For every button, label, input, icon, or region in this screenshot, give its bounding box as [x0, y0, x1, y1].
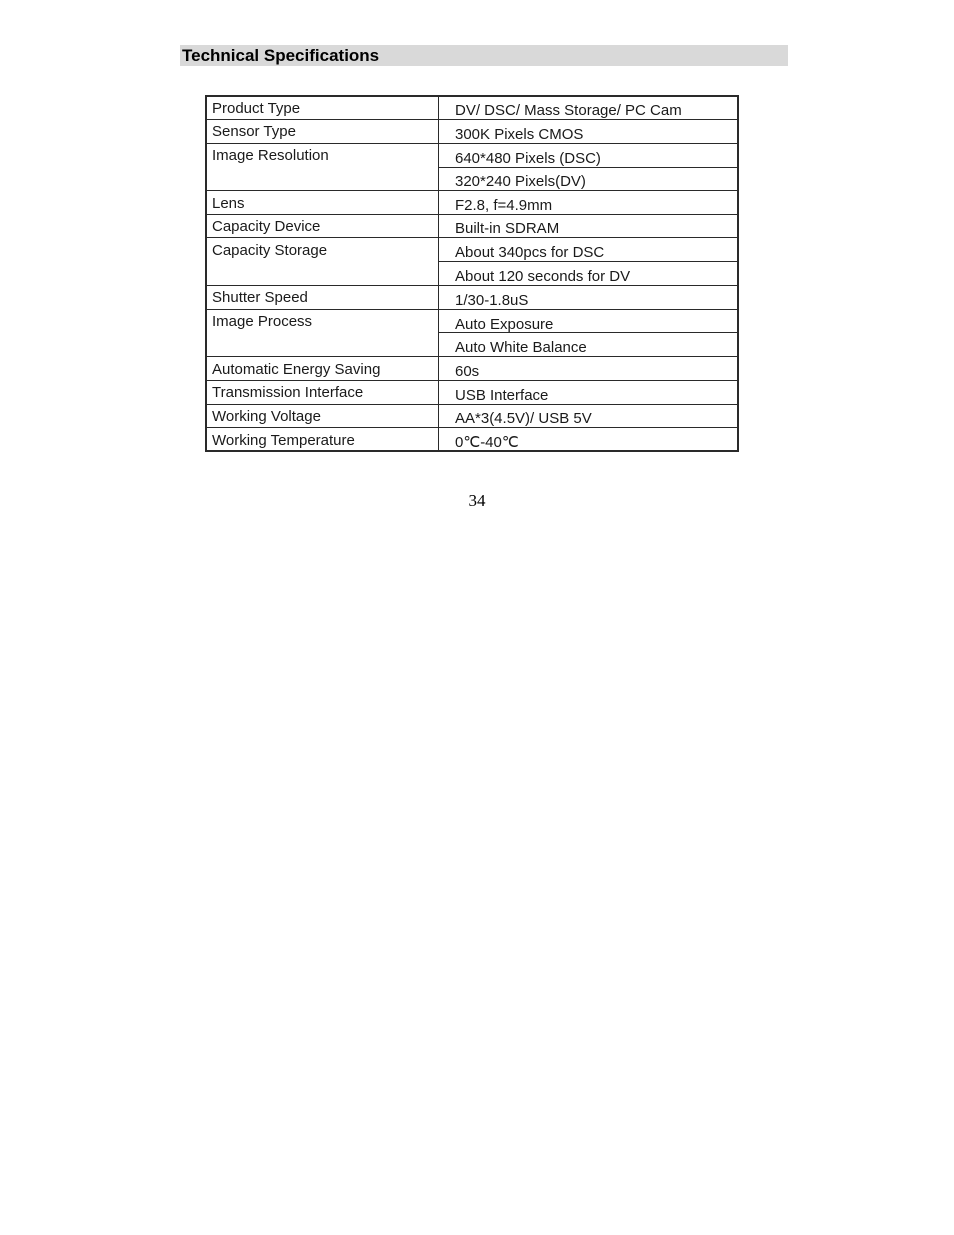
spec-label-working-temperature: Working Temperature: [212, 432, 355, 449]
column-divider: [438, 97, 439, 450]
spec-value-shutter-speed: 1/30-1.8uS: [455, 292, 529, 309]
section-header-bar: [180, 45, 788, 66]
page-number: 34: [468, 491, 486, 510]
spec-value-auto-white-balance: Auto White Balance: [455, 339, 587, 356]
spec-table: [205, 95, 739, 452]
spec-value-auto-exposure: Auto Exposure: [455, 316, 554, 333]
spec-label-energy-saving: Automatic Energy Saving: [212, 361, 381, 378]
spec-value-transmission-interface: USB Interface: [455, 387, 549, 404]
spec-value-capacity-device: Built-in SDRAM: [455, 220, 560, 237]
spec-label-transmission-interface: Transmission Interface: [212, 384, 364, 401]
spec-value-working-voltage: AA*3(4.5V)/ USB 5V: [455, 410, 592, 427]
spec-value-image-resolution-dsc: 640*480 Pixels (DSC): [455, 150, 601, 167]
spec-value-capacity-storage-dv: About 120 seconds for DV: [455, 268, 631, 285]
spec-label-capacity-device: Capacity Device: [212, 218, 321, 235]
section-title: Technical Specifications: [182, 46, 380, 65]
spec-value-image-resolution-dv: 320*240 Pixels(DV): [455, 173, 586, 190]
spec-label-working-voltage: Working Voltage: [212, 408, 321, 425]
spec-value-energy-saving: 60s: [455, 363, 480, 380]
spec-value-product-type: DV/ DSC/ Mass Storage/ PC Cam: [455, 102, 682, 119]
spec-label-lens: Lens: [212, 195, 245, 212]
spec-label-sensor-type: Sensor Type: [212, 123, 296, 140]
spec-value-capacity-storage-dsc: About 340pcs for DSC: [455, 244, 605, 261]
spec-label-shutter-speed: Shutter Speed: [212, 289, 308, 306]
spec-label-image-process: Image Process: [212, 313, 313, 330]
spec-label-image-resolution: Image Resolution: [212, 147, 329, 164]
spec-value-lens: F2.8, f=4.9mm: [455, 197, 553, 214]
spec-value-sensor-type: 300K Pixels CMOS: [455, 126, 584, 143]
spec-label-capacity-storage: Capacity Storage: [212, 242, 328, 259]
spec-label-product-type: Product Type: [212, 100, 301, 117]
spec-value-working-temperature: 0℃-40℃: [455, 434, 519, 451]
